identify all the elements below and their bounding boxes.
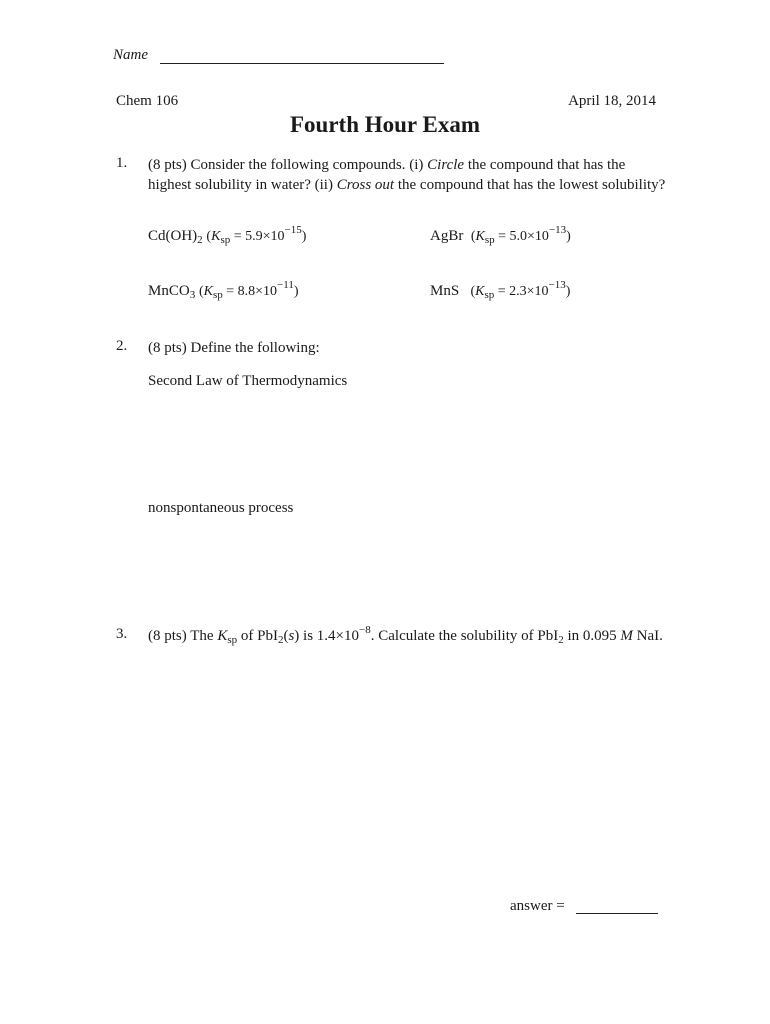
compound-formula: AgBr xyxy=(430,228,464,244)
compound-agbr[interactable] xyxy=(430,224,571,246)
answer-label: answer = xyxy=(510,898,565,914)
compound-mns[interactable] xyxy=(430,279,571,301)
circle-word: Circle xyxy=(427,157,465,173)
question-1-text xyxy=(148,155,668,195)
question-3-number: 3. xyxy=(116,626,128,642)
compound-formula-sub: 3 xyxy=(189,289,196,301)
question-1-text-a: Consider the following compounds. (i) xyxy=(190,157,428,173)
compound-cdoh2[interactable] xyxy=(148,224,307,246)
question-1-number: 1. xyxy=(116,155,128,171)
cross-out-word: Cross out xyxy=(336,177,395,193)
name-blank-line[interactable] xyxy=(160,63,444,64)
question-2-prompt: Define the following: xyxy=(190,340,320,356)
compound-formula: MnS xyxy=(430,283,460,299)
name-label: Name xyxy=(113,47,148,63)
ksp-value: $(K_{sp} = 5.9\times 10^{-15})$ xyxy=(206,224,307,246)
question-2-text xyxy=(148,338,668,358)
question-1-text-c: the compound that has the lowest solubility? xyxy=(394,177,666,193)
course-label: Chem 106 xyxy=(116,93,179,109)
term-second-law: Second Law of Thermodynamics xyxy=(148,373,348,389)
ksp-value: $(K_{sp} = 5.0\times 10^{-13})$ xyxy=(470,224,571,246)
ksp-value: $(K_{sp} = 8.8\times 10^{-11})$ xyxy=(198,279,299,301)
compound-formula: Cd(OH) xyxy=(148,228,198,244)
exam-date: April 18, 2014 xyxy=(568,93,656,109)
question-1-text-b: the compound that has the highest solubility in water? (ii) xyxy=(148,157,626,193)
question-2-number: 2. xyxy=(116,338,128,354)
compound-formula: MnCO xyxy=(148,283,190,299)
compound-mnco3[interactable] xyxy=(148,279,299,301)
ksp-value: $(K_{sp} = 2.3\times 10^{-13})$ xyxy=(470,279,571,301)
term-nonspontaneous: nonspontaneous process xyxy=(148,500,294,516)
answer-blank-line[interactable] xyxy=(576,913,658,914)
compound-formula-sub: 2 xyxy=(197,234,203,246)
question-3-points: (8 pts) xyxy=(148,628,187,644)
question-1-points: (8 pts) xyxy=(148,157,187,173)
question-2-points: (8 pts) xyxy=(148,340,187,356)
page-title: Fourth Hour Exam xyxy=(290,112,480,137)
question-3-text: (8 pts) The $K_{sp}$ of PbI$_2$(s) is $1.4\times 10^{-8}$. Calculate the solubility of PbI$_2$ in 0.095 M NaI. xyxy=(148,624,663,646)
